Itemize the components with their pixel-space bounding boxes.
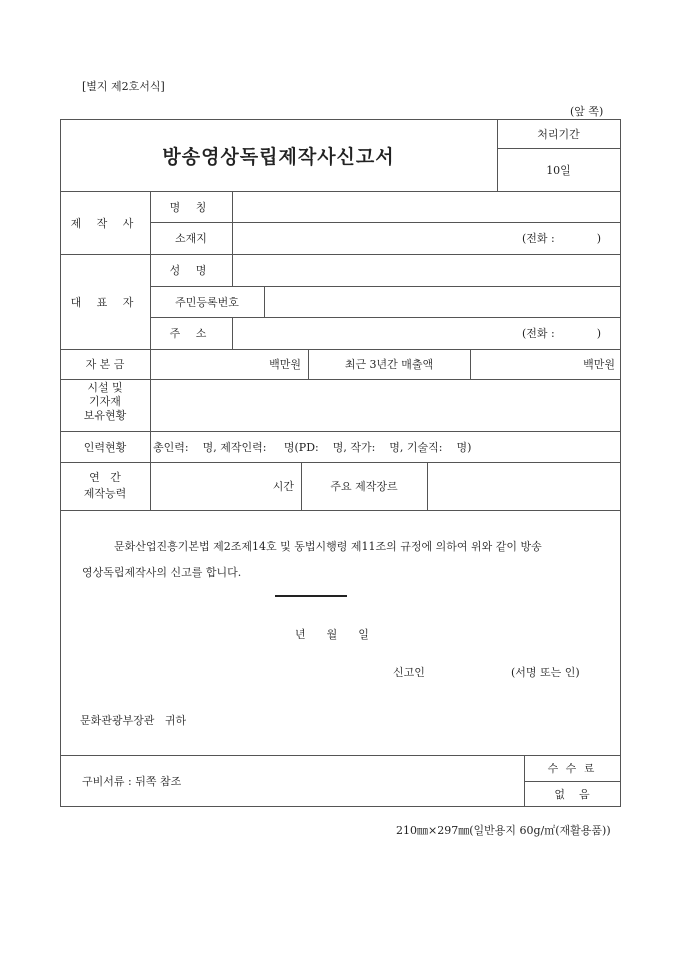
addressee: 문화관광부장관 귀하	[80, 714, 187, 727]
sales-unit[interactable]: 백만원	[583, 358, 615, 371]
capacity-label	[60, 470, 150, 502]
capital-unit[interactable]: 백만원	[269, 358, 301, 371]
producer-phone: (전화 : )	[522, 232, 601, 245]
row-line	[60, 510, 621, 511]
facilities-label	[60, 381, 150, 423]
declaration-line-2: 영상독립제작사의 신고를 합니다.	[82, 566, 242, 579]
representative-address-label: 주 소	[169, 327, 213, 340]
processing-value: 10일	[546, 163, 571, 177]
declaration-line-1: 문화산업진흥기본법 제2조제14호 및 동법시행령 제11조의 규정에 의하여 위와 같이 방송	[114, 540, 542, 553]
side-label: (앞 쪽)	[570, 105, 604, 118]
representative-name-label: 성 명	[169, 264, 213, 277]
representative-section-label: 대 표 자	[70, 295, 140, 309]
representative-phone: (전화 : )	[522, 327, 601, 340]
staff-label: 인력현황	[83, 440, 127, 454]
capital-label: 자 본 금	[85, 358, 125, 371]
facilities-label-line-2: 기자재	[89, 395, 121, 408]
producer-section-label: 제 작 사	[70, 216, 140, 230]
facilities-label-line-1: 시설 및	[87, 381, 123, 394]
capacity-unit[interactable]: 시간	[272, 480, 294, 493]
date-line[interactable]: 년 월 일	[295, 628, 369, 641]
producer-address-label: 소재지	[175, 232, 207, 245]
capacity-label-line-2: 제작능력	[83, 487, 127, 500]
staff-text[interactable]: 총인력: 명, 제작인력: 명(PD: 명, 작가: 명, 기술직: 명)	[153, 440, 472, 454]
documents-label: 구비서류 : 뒤쪽 참조	[82, 774, 182, 788]
capacity-label-line-1: 연 간	[89, 471, 121, 484]
facilities-label-line-3: 보유현황	[83, 409, 127, 422]
fee-value: 없 음	[554, 787, 590, 801]
producer-name-label: 명 칭	[169, 200, 213, 214]
paper-spec: 210㎜×297㎜(일반용지 60g/㎡(재활용품))	[396, 824, 611, 837]
sales-label: 최근 3년간 매출액	[344, 358, 434, 371]
representative-id-label: 주민등록번호	[175, 295, 239, 309]
fee-label: 수 수 료	[547, 762, 597, 775]
representative-id-field[interactable]	[265, 287, 620, 317]
form-title: 방송영상독립제작사신고서	[162, 145, 395, 168]
applicant-label: 신고인	[393, 666, 425, 679]
signature-placeholder[interactable]: (서명 또는 인)	[511, 666, 580, 679]
facilities-field[interactable]	[151, 380, 620, 431]
declaration-underline	[275, 595, 347, 597]
producer-name-field[interactable]	[233, 192, 620, 222]
genre-label: 주요 제작장르	[330, 480, 398, 493]
frame-bottom	[60, 806, 621, 807]
processing-label: 처리기간	[537, 127, 580, 141]
form-label: [별지 제2호서식]	[82, 80, 165, 93]
representative-name-field[interactable]	[233, 255, 620, 286]
genre-field[interactable]	[428, 463, 620, 510]
